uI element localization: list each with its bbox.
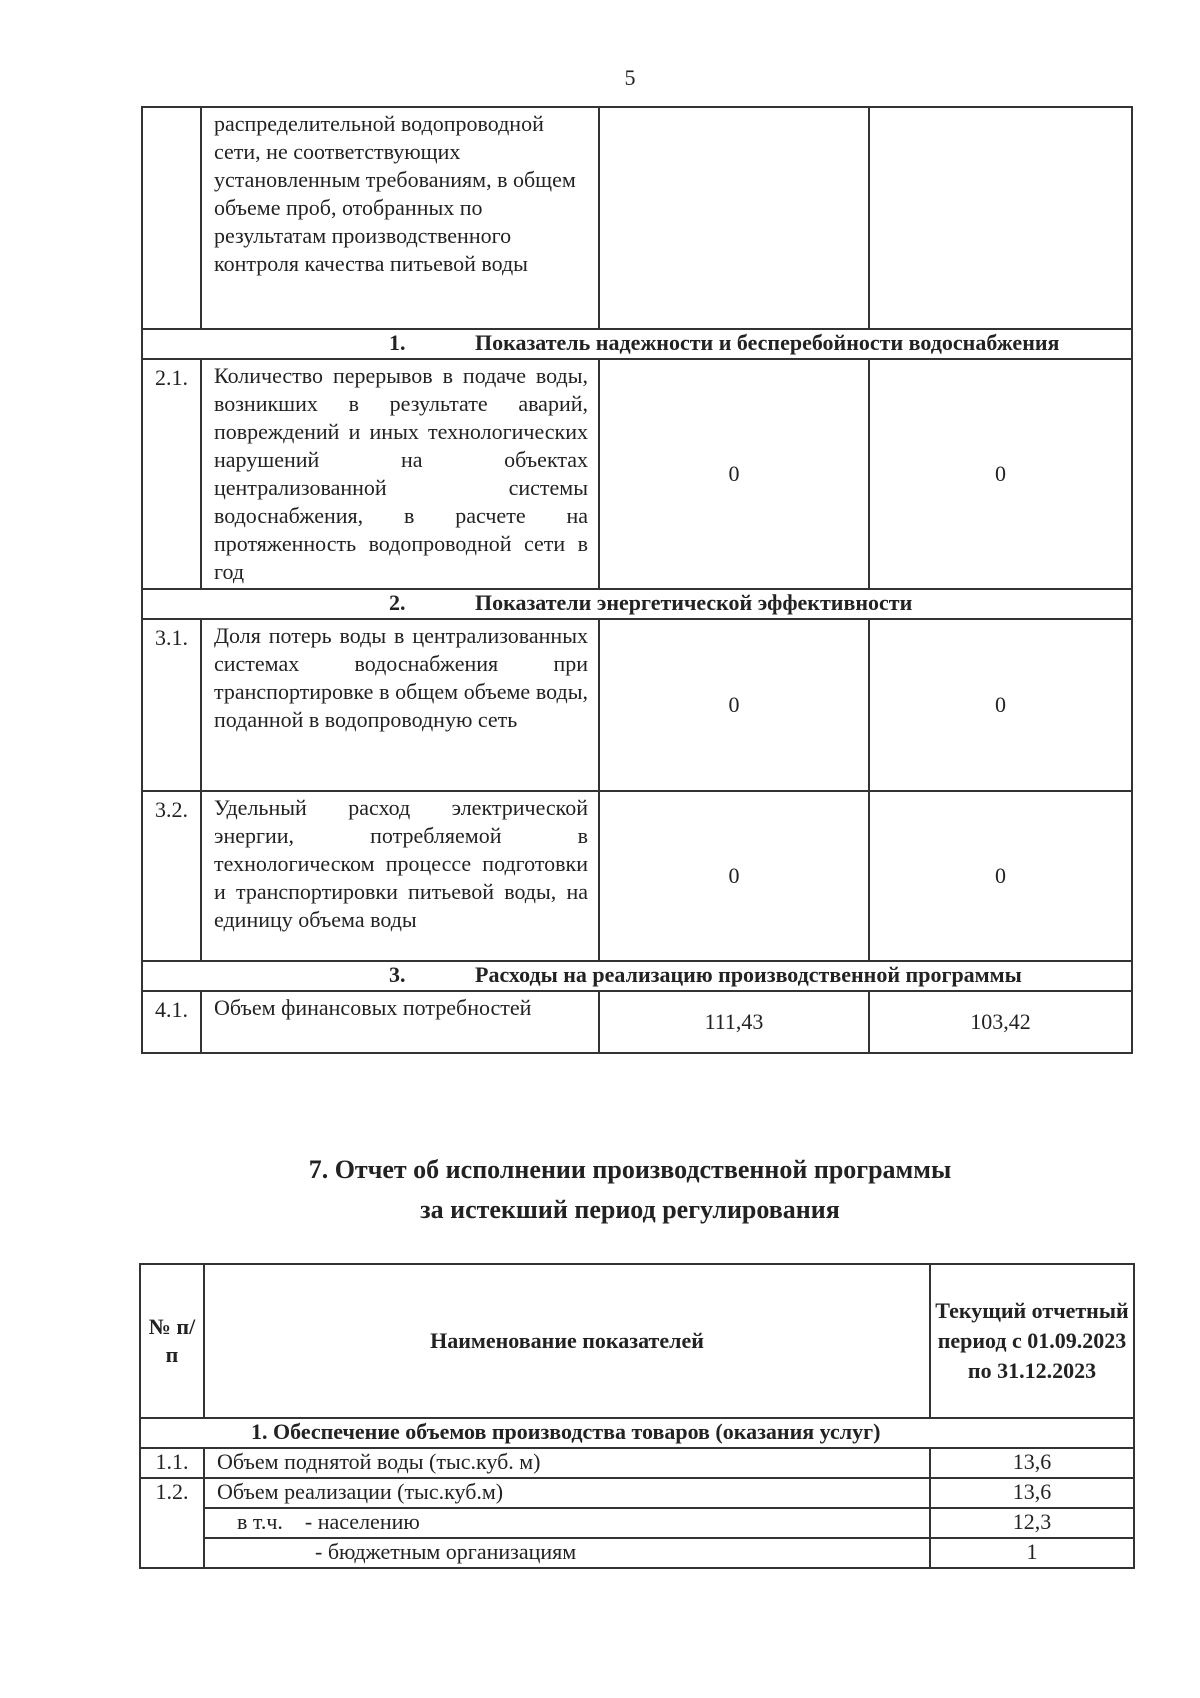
table-row	[140, 1538, 1134, 1568]
row-number: 3.2.	[142, 791, 201, 961]
section-title: Расходы на реализацию производственной программы	[475, 962, 1022, 987]
row-number: 1.2.	[140, 1478, 204, 1568]
section-title: Показатели энергетической эффективности	[475, 590, 913, 615]
value-cell	[599, 107, 869, 329]
indicator-name: Объем реализации (тыс.куб.м)	[204, 1478, 930, 1508]
section-heading-line1: 7. Отчет об исполнении производственной программы	[308, 1155, 952, 1184]
indicator-name: Объем поднятой воды (тыс.куб. м)	[204, 1448, 930, 1478]
table-row	[142, 359, 1132, 589]
indicator-value: 13,6	[930, 1478, 1134, 1508]
table-row	[140, 1508, 1134, 1538]
value-cell: 0	[869, 359, 1132, 589]
section-header-row	[140, 1418, 1134, 1448]
section-header	[142, 961, 1132, 991]
section-header-row	[142, 329, 1132, 359]
value-cell: 111,43	[599, 991, 869, 1053]
value-cell: 0	[599, 359, 869, 589]
section-heading-line2: за истекший период регулирования	[420, 1195, 840, 1224]
table-row	[142, 619, 1132, 791]
indicator-description: распределительной водопроводной сети, не соответствующих установленным требованиям, в общем объеме проб, отобранных по результатам производственного контроля качества питьевой воды	[201, 107, 599, 329]
row-number: 4.1.	[142, 991, 201, 1053]
row-number: 3.1.	[142, 619, 201, 791]
table-row	[140, 1478, 1134, 1508]
page-number: 5	[624, 65, 636, 90]
header-period: Текущий отчетный период с 01.09.2023 по 31.12.2023	[930, 1264, 1134, 1418]
row-number: 2.1.	[142, 359, 201, 589]
section-number: 1.	[389, 330, 406, 355]
header-row	[140, 1264, 1134, 1418]
header-name: Наименование показателей	[204, 1264, 930, 1418]
value-cell: 0	[599, 619, 869, 791]
section-number: 3.	[389, 962, 406, 987]
indicators-table	[141, 106, 1133, 1054]
indicator-description: Удельный расход электрической энергии, потребляемой в технологическом процессе подготовки и транспортировки питьевой воды, на единицу объема воды	[201, 791, 599, 961]
indicator-name: в т.ч. - населению	[204, 1508, 930, 1538]
table-row	[142, 107, 1132, 329]
section-header	[142, 589, 1132, 619]
section-header-row	[142, 961, 1132, 991]
report-table	[139, 1263, 1135, 1569]
row-number: 1.1.	[140, 1448, 204, 1478]
row-number-cell	[142, 107, 201, 329]
indicator-value: 12,3	[930, 1508, 1134, 1538]
table-row	[142, 991, 1132, 1053]
section-header	[142, 329, 1132, 359]
section-title: Показатель надежности и бесперебойности водоснабжения	[475, 330, 1060, 355]
indicator-description: Количество перерывов в подаче воды, возникших в результате аварий, повреждений и иных технологических нарушений на объектах централизованной системы водоснабжения, в расчете на протяженность водопроводной сети в год	[201, 359, 599, 589]
indicator-value: 1	[930, 1538, 1134, 1568]
section-header-row	[142, 589, 1132, 619]
value-cell: 0	[869, 791, 1132, 961]
value-cell: 0	[869, 619, 1132, 791]
indicator-value: 13,6	[930, 1448, 1134, 1478]
indicator-description: Объем финансовых потребностей	[201, 991, 599, 1053]
table-row	[140, 1448, 1134, 1478]
indicator-description: Доля потерь воды в централизованных системах водоснабжения при транспортировке в общем объеме воды, поданной в водопроводную сеть	[201, 619, 599, 791]
table-row	[142, 791, 1132, 961]
value-cell: 0	[599, 791, 869, 961]
indicator-name: - бюджетным организациям	[204, 1538, 930, 1568]
header-number: № п/п	[140, 1264, 204, 1418]
value-cell: 103,42	[869, 991, 1132, 1053]
section-number: 2.	[389, 590, 406, 615]
section-title: 1. Обеспечение объемов производства товаров (оказания услуг)	[140, 1418, 1134, 1448]
value-cell	[869, 107, 1132, 329]
